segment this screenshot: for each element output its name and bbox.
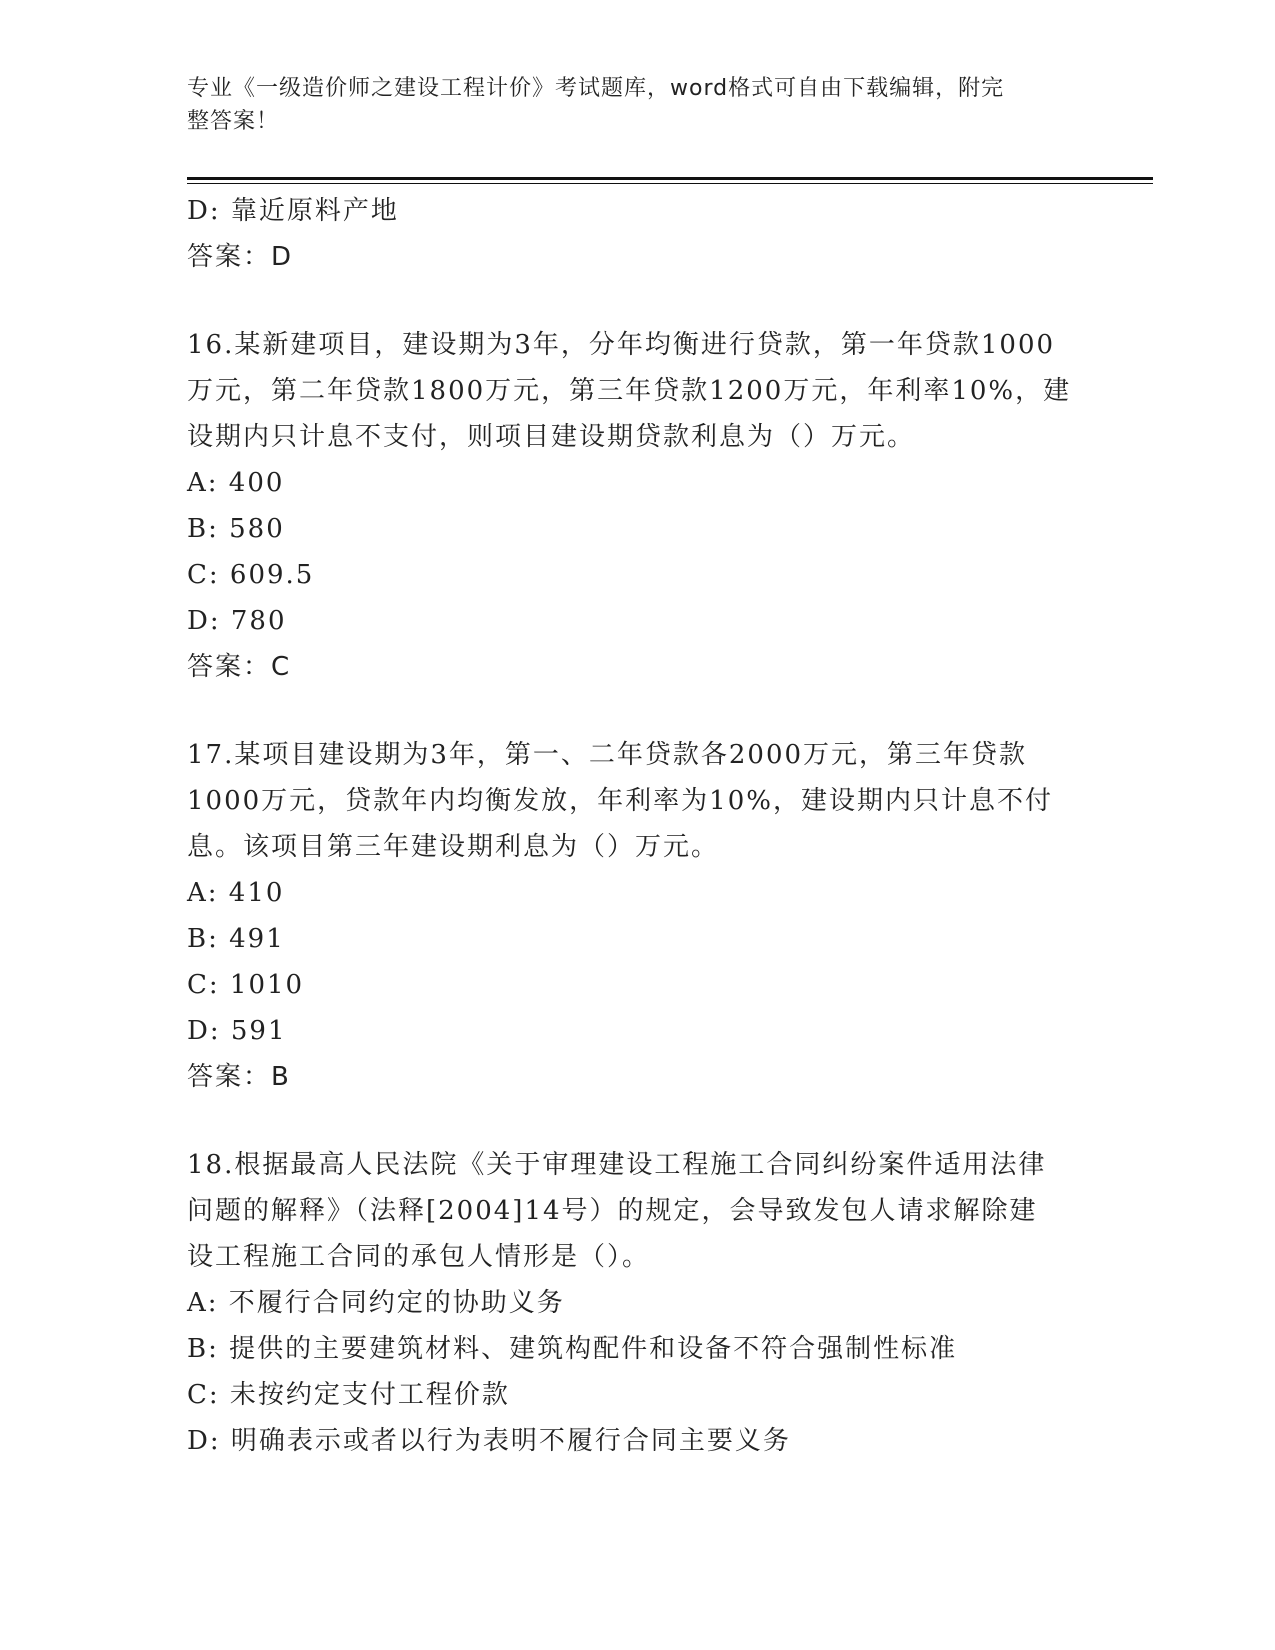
header-line-2: 整答案！ — [187, 109, 280, 134]
question-line: 设工程施工合同的承包人情形是（）。 — [187, 1242, 651, 1272]
prev-option-d: D: 靠近原料产地 — [187, 196, 399, 226]
question-16 — [187, 322, 1087, 690]
question-line: 16.某新建项目，建设期为3年，分年均衡进行贷款，第一年贷款1000 — [187, 330, 1056, 360]
question-17-text — [187, 732, 1087, 870]
question-16-text — [187, 322, 1087, 460]
page-header — [187, 72, 1067, 138]
option-b: B: 提供的主要建筑材料、建筑构配件和设备不符合强制性标准 — [187, 1334, 958, 1364]
header-line-1: 专业《一级造价师之建设工程计价》考试题库，word格式可自由下载编辑，附完 — [187, 76, 1005, 101]
option-a: A: 400 — [187, 468, 285, 498]
question-18-text — [187, 1142, 1087, 1280]
question-line: 万元，第二年贷款1800万元，第三年贷款1200万元，年利率10%，建 — [187, 376, 1072, 406]
option-b: B: 491 — [187, 924, 285, 954]
option-a: A: 不履行合同约定的协助义务 — [187, 1288, 565, 1318]
question-line: 1000万元，贷款年内均衡发放，年利率为10%，建设期内只计息不付 — [187, 786, 1053, 816]
question-line: 息。该项目第三年建设期利息为（）万元。 — [187, 832, 720, 862]
option-d: D: 780 — [187, 606, 287, 636]
option-c: C: 609.5 — [187, 560, 315, 590]
option-c: C: 未按约定支付工程价款 — [187, 1380, 510, 1410]
question-18 — [187, 1142, 1087, 1464]
option-a: A: 410 — [187, 878, 285, 908]
question-line: 17.某项目建设期为3年，第一、二年贷款各2000万元，第三年贷款 — [187, 740, 1028, 770]
question-line: 设期内只计息不支付，则项目建设期贷款利息为（）万元。 — [187, 422, 916, 452]
header-rule-thin — [187, 183, 1153, 184]
question-17 — [187, 732, 1087, 1100]
option-d: D: 591 — [187, 1016, 287, 1046]
option-c: C: 1010 — [187, 970, 305, 1000]
prev-answer: 答案：D — [187, 242, 294, 272]
option-d: D: 明确表示或者以行为表明不履行合同主要义务 — [187, 1426, 791, 1456]
question-line: 问题的解释》（法释[2004]14号）的规定，会导致发包人请求解除建 — [187, 1196, 1038, 1226]
option-b: B: 580 — [187, 514, 285, 544]
question-line: 18.根据最高人民法院《关于审理建设工程施工合同纠纷案件适用法律 — [187, 1150, 1047, 1180]
answer: 答案：C — [187, 652, 292, 682]
answer: 答案：B — [187, 1062, 291, 1092]
header-rule-thick — [187, 177, 1153, 180]
document-body — [187, 188, 1087, 1464]
